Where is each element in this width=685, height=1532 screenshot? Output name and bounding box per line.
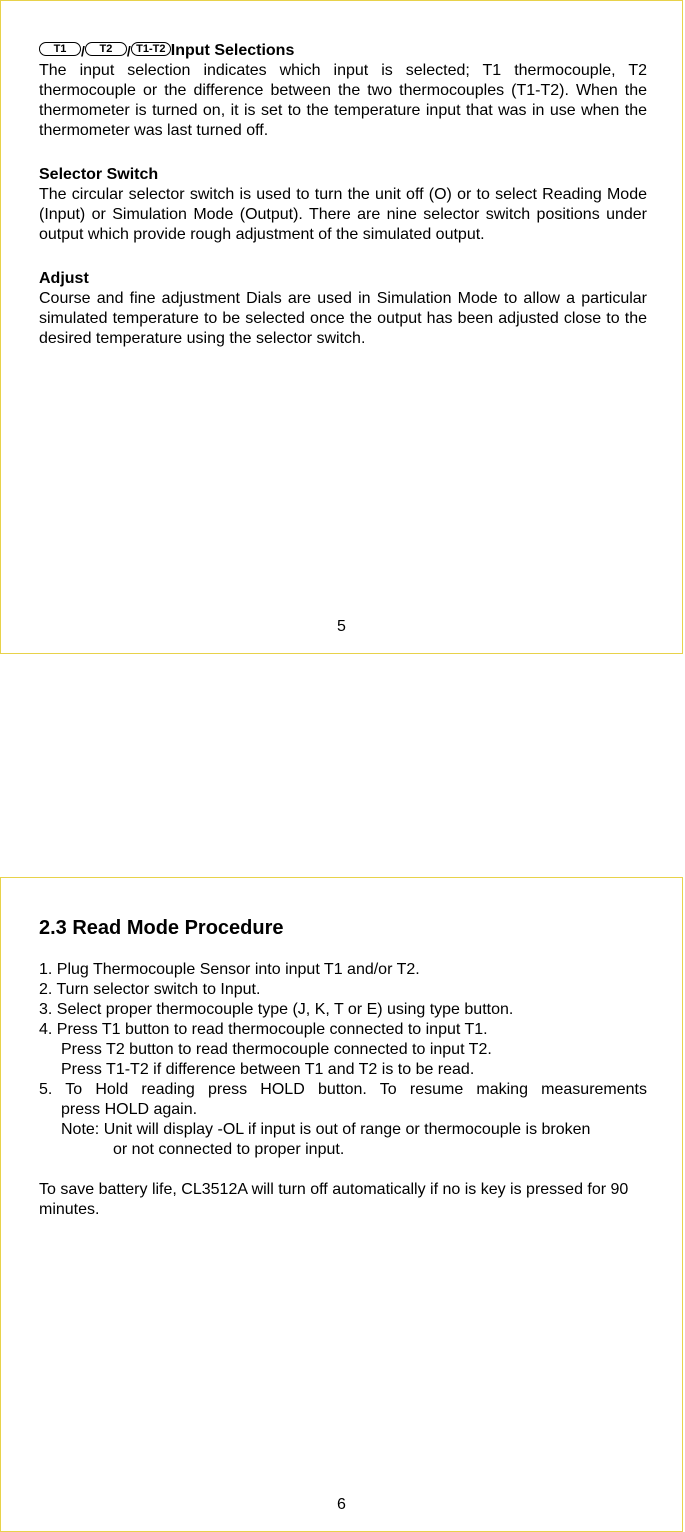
- step-3: 3. Select proper thermocouple type (J, K, T or E) using type button.: [39, 1001, 514, 1018]
- step-4-t1-t2: Press T1-T2 if difference between T1 and T2 is to be read.: [61, 1061, 475, 1078]
- t1-t2-key-icon: T1-T2: [131, 42, 171, 56]
- step-1: 1. Plug Thermocouple Sensor into input T1 and/or T2.: [39, 961, 420, 978]
- step-4: 4. Press T1 button to read thermocouple connected to input T1.: [39, 1021, 488, 1038]
- procedure-steps: [39, 960, 647, 1160]
- section-title: 2.3 Read Mode Procedure: [39, 917, 284, 939]
- selector-switch-heading: Selector Switch: [39, 166, 159, 183]
- note-line-1: Note: Unit will display -OL if input is out of range or thermocouple is broken: [61, 1121, 591, 1138]
- step-5: 5. To Hold reading press HOLD button. To resume making measurements: [39, 1081, 647, 1098]
- adjust-heading: Adjust: [39, 270, 89, 287]
- manual-page-6: [0, 877, 683, 1532]
- manual-page-5: [0, 0, 683, 654]
- t2-key-icon: T2: [85, 42, 127, 56]
- page-5-content: [39, 41, 647, 349]
- battery-note: To save battery life, CL3512A will turn off automatically if no is key is pressed for 90 minutes.: [39, 1181, 629, 1218]
- note-line-2: or not connected to proper input.: [113, 1141, 345, 1158]
- step-5-continued: press HOLD again.: [61, 1101, 198, 1118]
- step-4-t2: Press T2 button to read thermocouple connected to input T2.: [61, 1041, 492, 1058]
- page-number: 5: [337, 618, 346, 635]
- page-number: 6: [337, 1496, 346, 1513]
- input-selections-text: The input selection indicates which input is selected; T1 thermocouple, T2 thermocouple or the difference between the two thermocouples (T1-T2). When the thermometer is turned on, it is set to the temperature input that was in use when the thermometer was last turned off.: [39, 62, 647, 139]
- input-selections-heading: Input Selections: [170, 42, 295, 59]
- key-separator: /: [126, 43, 131, 59]
- key-separator: /: [81, 43, 85, 59]
- t1-key-icon: T1: [39, 42, 81, 56]
- adjust-text: Course and fine adjustment Dials are used in Simulation Mode to allow a particular simulated temperature to be selected once the output has been adjusted close to the desired temperature using the selector switch.: [39, 290, 647, 347]
- input-selection-heading-row: [39, 41, 647, 61]
- selector-switch-text: The circular selector switch is used to turn the unit off (O) or to select Reading Mode (Input) or Simulation Mode (Output). There are nine selector switch positions under output which provide rough adjustment of the simulated output.: [39, 186, 647, 243]
- page-6-content: [39, 916, 647, 1220]
- step-2: 2. Turn selector switch to Input.: [39, 981, 261, 998]
